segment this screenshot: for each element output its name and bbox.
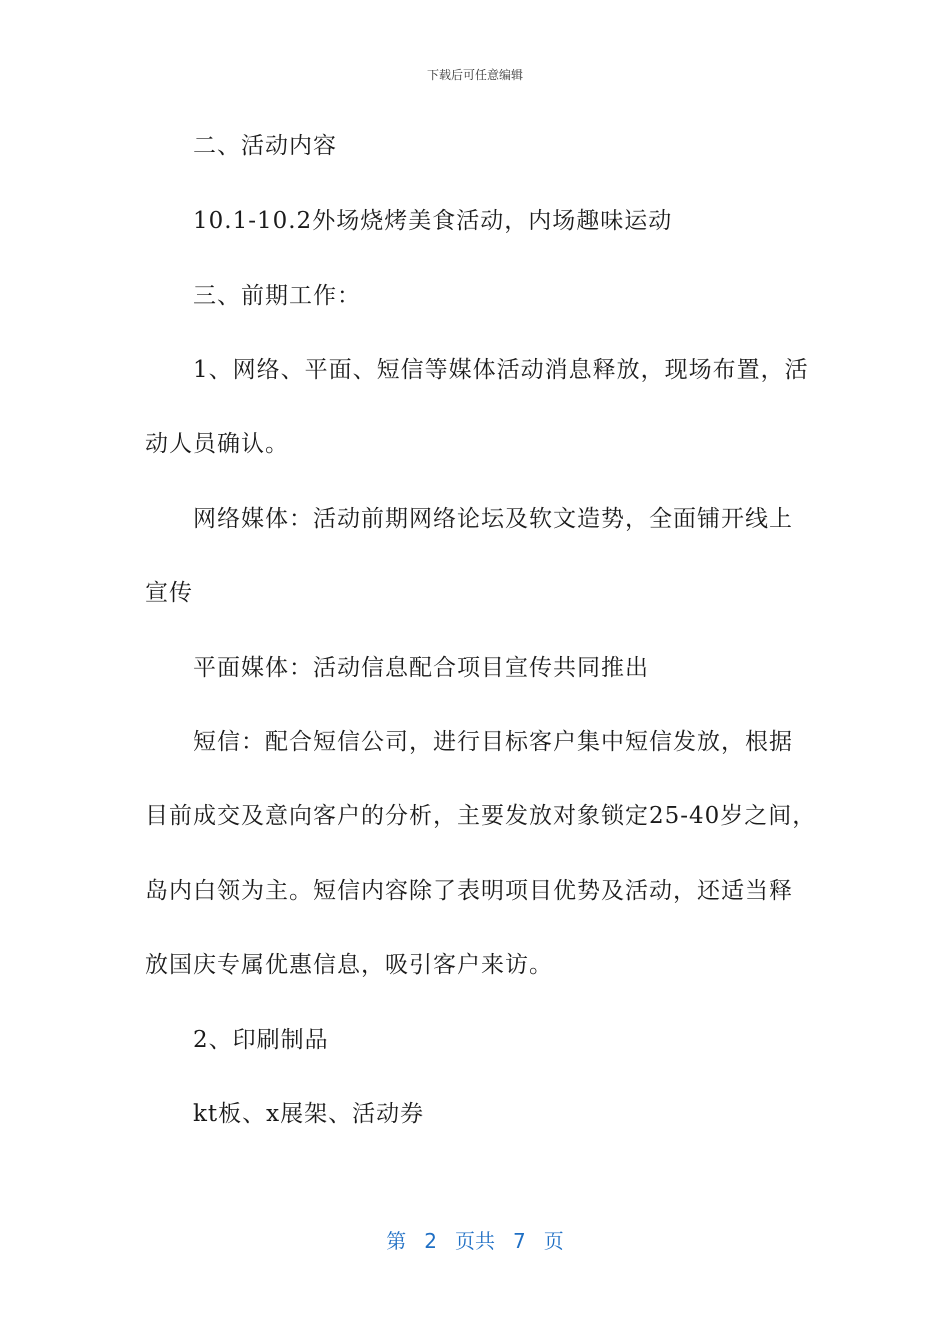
section-heading-preparation: 三、前期工作： — [193, 283, 361, 309]
paragraph-line: 目前成交及意向客户的分析，主要发放对象锁定25-40岁之间， — [145, 803, 817, 829]
paragraph-line: 短信：配合短信公司，进行目标客户集中短信发放，根据 — [193, 729, 793, 755]
current-page-number: 2 — [424, 1229, 437, 1253]
paragraph-line: 岛内白领为主。短信内容除了表明项目优势及活动，还适当释 — [145, 878, 793, 904]
total-page-number: 7 — [513, 1229, 526, 1253]
header-note: 下载后可任意编辑 — [426, 68, 523, 82]
paragraph-line: 网络媒体：活动前期网络论坛及软文造势，全面铺开线上 — [193, 506, 793, 532]
paragraph-line: 动人员确认。 — [145, 431, 289, 457]
footer-suffix: 页 — [543, 1229, 564, 1253]
page-footer — [0, 1225, 950, 1254]
paragraph-line: kt板、x展架、活动券 — [193, 1101, 425, 1127]
paragraph-line: 平面媒体：活动信息配合项目宣传共同推出 — [193, 655, 649, 681]
paragraph-line: 宣传 — [145, 580, 193, 606]
section-heading-content: 二、活动内容 — [193, 133, 337, 159]
paragraph-line: 10.1-10.2外场烧烤美食活动，内场趣味运动 — [193, 208, 673, 234]
paragraph-line: 1、网络、平面、短信等媒体活动消息释放，现场布置，活 — [193, 357, 809, 383]
footer-middle: 页共 — [455, 1229, 495, 1253]
paragraph-line: 放国庆专属优惠信息，吸引客户来访。 — [145, 952, 553, 978]
footer-prefix: 第 — [386, 1229, 407, 1253]
paragraph-line: 2、印刷制品 — [193, 1027, 329, 1053]
